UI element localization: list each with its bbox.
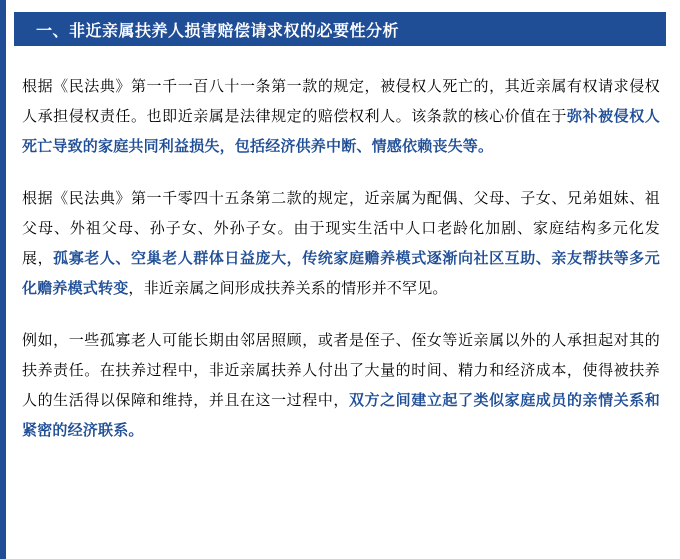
body-text: 根据《民法典》第一千一百八十一条第一款的规定，被侵权人死亡的，其近亲属有权请求侵权人承担侵权责任。也即近亲属是法律规定的赔偿权利人。该条款的核心价值在于: [22, 78, 660, 125]
emphasis-text: 弥补被侵权人死亡导致的家庭共同利益损失，包括经济供养中断、情感依赖丧失等。: [22, 108, 660, 155]
section-heading-text: 一、非近亲属扶养人损害赔偿请求权的必要性分析: [36, 22, 400, 40]
paragraph-3: [22, 326, 660, 446]
paragraph-2: [22, 184, 660, 304]
emphasis-text: 双方之间建立起了类似家庭成员的亲情关系和紧密的经济联系。: [22, 392, 660, 439]
body-text: 例如，一些孤寡老人可能长期由邻居照顾，或者是侄子、侄女等近亲属以外的人承担起对其的扶养责任。在扶养过程中，非近亲属扶养人付出了大量的时间、精力和经济成本，使得被扶养人的生活得以保障和维持，并且在这一过程中，: [22, 332, 660, 409]
body-text: ，非近亲属之间形成扶养关系的情形并不罕见。: [128, 280, 448, 297]
section-heading-bar: [14, 12, 666, 46]
emphasis-text: 孤寡老人、空巢老人群体日益庞大，传统家庭赡养模式逐渐向社区互助、亲友帮扶等多元化赡养模式转变: [22, 250, 660, 297]
paragraph-1: [22, 72, 660, 162]
document-content: [6, 0, 680, 559]
document-body: [6, 72, 680, 446]
body-text: 根据《民法典》第一千零四十五条第二款的规定，近亲属为配偶、父母、子女、兄弟姐妹、祖父母、外祖父母、孙子女、外孙子女。由于现实生活中人口老龄化加剧、家庭结构多元化发展，: [22, 190, 660, 267]
